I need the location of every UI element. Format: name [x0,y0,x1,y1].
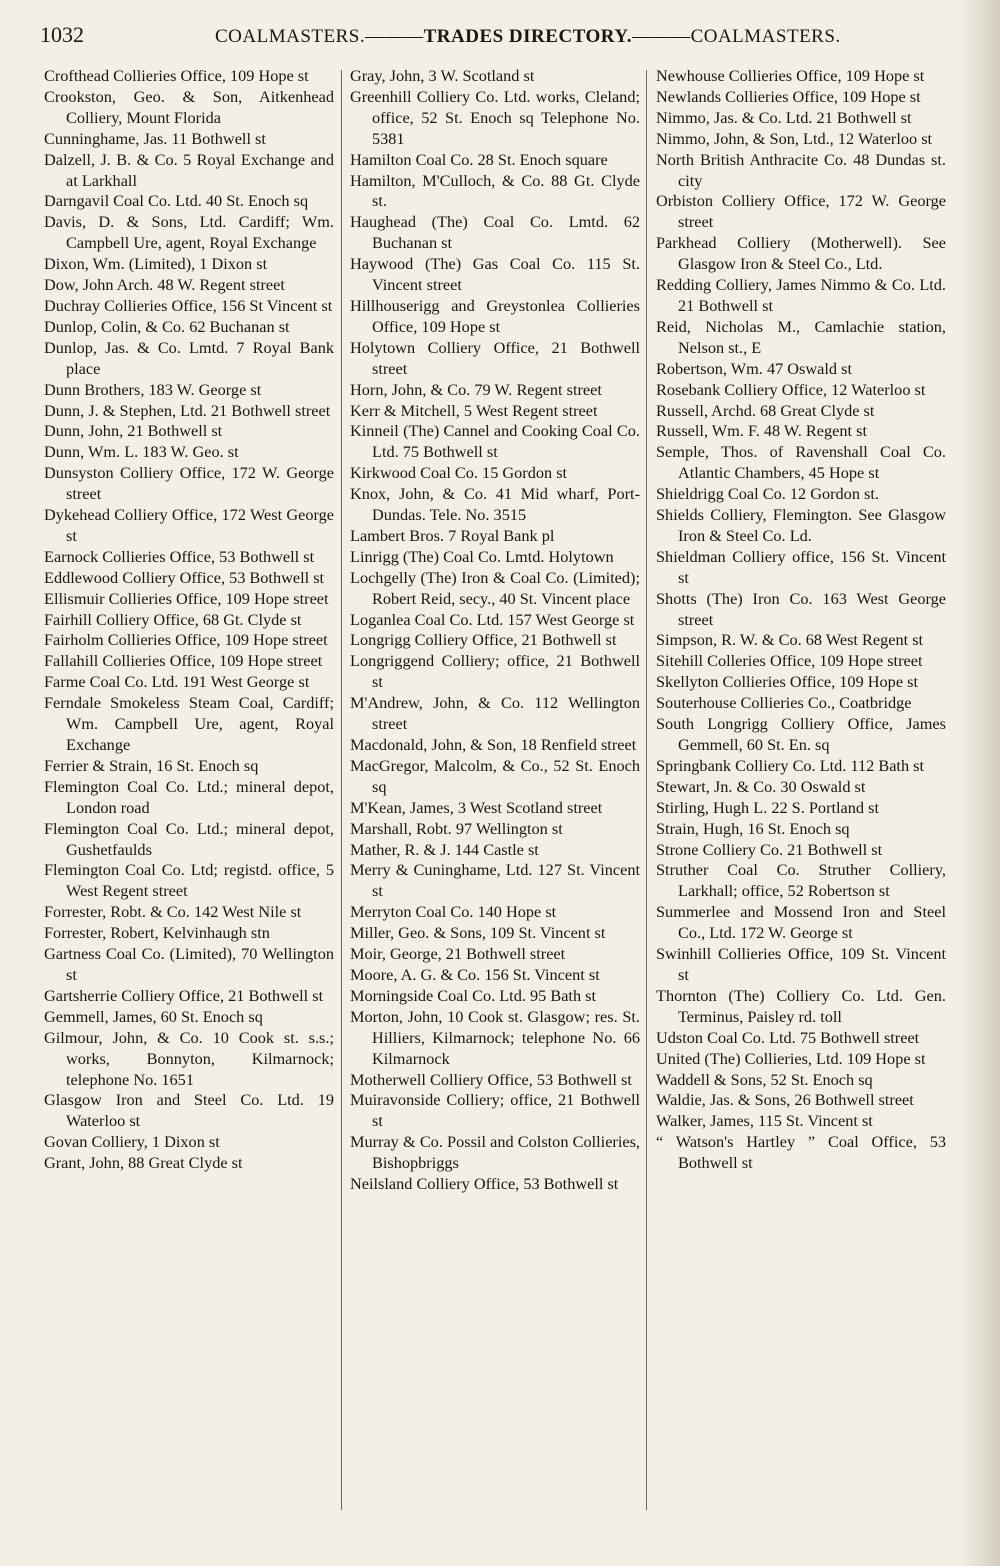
directory-entry: Loganlea Coal Co. Ltd. 157 West George st [350,609,635,629]
directory-entry: Dunlop, Colin, & Co. 62 Buchanan st [44,316,290,336]
directory-entry: Kirkwood Coal Co. 15 Gordon st [350,463,568,483]
directory-entry: Gemmell, James, 60 St. Enoch sq [44,1006,263,1026]
directory-entry: Crofthead Collieries Office, 109 Hope st [44,66,309,85]
directory-entry: Springbank Colliery Co. Ltd. 112 Bath st [656,755,925,775]
directory-entry: Knox, John, & Co. 41 Mid wharf, Port-Dundas. Tele. No. 3515 [350,484,640,525]
directory-entry: Dunsyston Colliery Office, 172 W. George street [44,463,334,504]
directory-entry: Stewart, Jn. & Co. 30 Oswald st [656,776,866,796]
directory-entry: Thornton (The) Colliery Co. Ltd. Gen. Terminus, Paisley rd. toll [656,985,946,1026]
directory-entry: Orbiston Colliery Office, 172 W. George street [656,191,946,232]
directory-entry: Hillhouserigg and Greystonlea Collieries Office, 109 Hope st [350,295,640,336]
directory-entry: Murray & Co. Possil and Colston Collieries, Bishopbriggs [350,1132,640,1173]
directory-entry: United (The) Collieries, Ltd. 109 Hope st [656,1048,926,1068]
directory-column-2 [350,66,640,1195]
directory-entry: Udston Coal Co. Ltd. 75 Bothwell street [656,1027,920,1047]
directory-entry: Semple, Thos. of Ravenshall Coal Co. Atlantic Chambers, 45 Hope st [656,442,946,483]
page-edge-shadow [960,0,1000,1566]
directory-entry: Walker, James, 115 St. Vincent st [656,1111,873,1131]
directory-entry: Flemington Coal Co. Ltd.; mineral depot, London road [44,776,334,817]
directory-entry: Redding Colliery, James Nimmo & Co. Ltd. 21 Bothwell st [656,275,946,315]
directory-entry: Eddlewood Colliery Office, 53 Bothwell st [44,567,325,587]
directory-entry: Dixon, Wm. (Limited), 1 Dixon st [44,254,268,274]
directory-entry: Longriggend Colliery; office, 21 Bothwell st [350,651,640,692]
directory-entry: Dykehead Colliery Office, 172 West George st [44,505,334,545]
directory-entry: MacGregor, Malcolm, & Co., 52 St. Enoch sq [350,755,640,796]
directory-entry: Neilsland Colliery Office, 53 Bothwell st [350,1174,619,1194]
directory-entry: Shields Colliery, Flemington. See Glasgow Iron & Steel Co. Ld. [656,505,946,545]
directory-entry: Swinhill Collieries Office, 109 St. Vincent st [656,944,946,984]
directory-entry: Summerlee and Mossend Iron and Steel Co., Ltd. 172 W. George st [656,902,946,943]
directory-entry: M'Andrew, John, & Co. 112 Wellington street [350,693,640,734]
directory-entry: Morningside Coal Co. Ltd. 95 Bath st [350,985,597,1005]
directory-entry: South Longrigg Colliery Office, James Gemmell, 60 St. En. sq [656,714,946,754]
directory-entry: Newhouse Collieries Office, 109 Hope st [656,66,925,85]
directory-entry: Rosebank Colliery Office, 12 Waterloo st [656,379,926,399]
directory-entry: Lochgelly (The) Iron & Coal Co. (Limited); Robert Reid, secy., 40 St. Vincent place [350,567,640,608]
directory-entry: Shotts (The) Iron Co. 163 West George street [656,588,946,629]
directory-entry: Gartness Coal Co. (Limited), 70 Wellington st [44,944,334,984]
directory-entry: Haughead (The) Coal Co. Lmtd. 62 Buchanan st [350,212,640,253]
directory-entry: Crookston, Geo. & Son, Aitkenhead Colliery, Mount Florida [44,86,334,127]
directory-entry: Waddell & Sons, 52 St. Enoch sq [656,1069,873,1089]
center-heading: TRADES DIRECTORY. [423,26,633,47]
directory-entry: Haywood (The) Gas Coal Co. 115 St. Vincent street [350,254,640,295]
directory-entry: Glasgow Iron and Steel Co. Ltd. 19 Waterloo st [44,1090,334,1131]
directory-entry: Hamilton, M'Culloch, & Co. 88 Gt. Clyde st. [350,170,640,211]
directory-entry: Dow, John Arch. 48 W. Regent street [44,275,285,295]
directory-entry: Macdonald, John, & Son, 18 Renfield street [350,735,637,754]
directory-entry: Forrester, Robert, Kelvinhaugh stn [44,923,270,943]
directory-entry: Ferndale Smokeless Steam Coal, Cardiff; Wm. Campbell Ure, agent, Royal Exchange [44,693,334,754]
directory-entry: Horn, John, & Co. 79 W. Regent street [350,379,602,399]
page-number: 1032 [40,22,84,47]
directory-entry: Moir, George, 21 Bothwell street [350,944,566,964]
directory-entry: Flemington Coal Co. Ltd.; mineral depot, Gushetfaulds [44,818,334,859]
directory-column-3 [656,66,946,1174]
directory-entry: Muiravonside Colliery; office, 21 Bothwell st [350,1090,640,1131]
directory-entry: Gray, John, 3 W. Scotland st [350,66,535,85]
directory-entry: Sitehill Colleries Office, 109 Hope street [656,651,923,671]
directory-entry: Flemington Coal Co. Ltd; registd. office, 5 West Regent street [44,860,334,901]
directory-entry: Gilmour, John, & Co. 10 Cook st. s.s.; works, Bonnyton, Kilmarnock; telephone No. 1651 [44,1027,334,1089]
directory-entry: Marshall, Robt. 97 Wellington st [350,818,563,838]
directory-entry: Linrigg (The) Coal Co. Lmtd. Holytown [350,546,614,566]
directory-entry: Hamilton Coal Co. 28 St. Enoch square [350,149,608,169]
directory-entry: Moore, A. G. & Co. 156 St. Vincent st [350,964,600,984]
column-divider [341,70,342,1510]
directory-entry: Dunn, J. & Stephen, Ltd. 21 Bothwell street [44,400,331,420]
directory-entry: Gartsherrie Colliery Office, 21 Bothwell st [44,985,324,1005]
left-heading: COALMASTERS. [215,26,366,47]
directory-entry: Govan Colliery, 1 Dixon st [44,1132,220,1152]
directory-entry: Grant, John, 88 Great Clyde st [44,1153,243,1173]
directory-entry: Lambert Bros. 7 Royal Bank pl [350,525,555,545]
directory-entry: Kinneil (The) Cannel and Cooking Coal Co. Ltd. 75 Bothwell st [350,421,640,462]
directory-entry: Nimmo, Jas. & Co. Ltd. 21 Bothwell st [656,107,912,127]
directory-entry: Motherwell Colliery Office, 53 Bothwell st [350,1069,632,1089]
directory-column-1 [44,66,334,1174]
directory-entry: Forrester, Robt. & Co. 142 West Nile st [44,902,302,922]
directory-entry: Dunn, John, 21 Bothwell st [44,421,223,441]
directory-entry: Fairholm Collieries Office, 109 Hope street [44,630,328,650]
column-divider [646,70,647,1510]
directory-entry: Davis, D. & Sons, Ltd. Cardiff; Wm. Campbell Ure, agent, Royal Exchange [44,212,334,253]
directory-entry: Fairhill Colliery Office, 68 Gt. Clyde st [44,609,302,629]
directory-entry: Holytown Colliery Office, 21 Bothwell street [350,337,640,378]
directory-entry: Farme Coal Co. Ltd. 191 West George st [44,672,310,692]
directory-entry: Dunn Brothers, 183 W. George st [44,379,262,399]
directory-entry: Miller, Geo. & Sons, 109 St. Vincent st [350,923,606,943]
page-header [40,20,980,54]
directory-entry: Stirling, Hugh L. 22 S. Portland st [656,797,879,817]
directory-entry: Dunn, Wm. L. 183 W. Geo. st [44,442,239,462]
directory-entry: Ellismuir Collieries Office, 109 Hope street [44,588,329,608]
directory-entry: Souterhouse Collieries Co., Coatbridge [656,693,912,713]
directory-entry: Earnock Collieries Office, 53 Bothwell st [44,546,315,566]
directory-entry: Struther Coal Co. Struther Colliery, Larkhall; office, 52 Robertson st [656,860,946,901]
running-title: COALMASTERS.———TRADES DIRECTORY.———COALMASTERS. [215,26,841,47]
directory-entry: Kerr & Mitchell, 5 West Regent street [350,400,598,420]
directory-entry: Dunlop, Jas. & Co. Lmtd. 7 Royal Bank place [44,337,334,378]
directory-entry: Russell, Wm. F. 48 W. Regent st [656,421,867,441]
directory-entry: Shieldman Colliery office, 156 St. Vincent st [656,546,946,587]
directory-entry: Merry & Cuninghame, Ltd. 127 St. Vincent st [350,860,640,901]
directory-entry: Simpson, R. W. & Co. 68 West Regent st [656,630,924,650]
directory-entry: Darngavil Coal Co. Ltd. 40 St. Enoch sq [44,191,309,211]
directory-entry: Waldie, Jas. & Sons, 26 Bothwell street [656,1090,914,1110]
directory-entry: Skellyton Collieries Office, 109 Hope st [656,672,918,692]
directory-entry: Nimmo, John, & Son, Ltd., 12 Waterloo st [656,128,933,148]
right-heading: COALMASTERS. [690,26,841,47]
directory-entry: Mather, R. & J. 144 Castle st [350,839,539,859]
directory-entry: Robertson, Wm. 47 Oswald st [656,358,852,378]
directory-entry: Merryton Coal Co. 140 Hope st [350,902,557,922]
directory-entry: Strain, Hugh, 16 St. Enoch sq [656,818,850,838]
directory-entry: Parkhead Colliery (Motherwell). See Glasgow Iron & Steel Co., Ltd. [656,233,946,274]
directory-entry: Strone Colliery Co. 21 Bothwell st [656,839,883,859]
directory-entry: “ Watson's Hartley ” Coal Office, 53 Bothwell st [656,1132,946,1173]
directory-entry: Dalzell, J. B. & Co. 5 Royal Exchange and at Larkhall [44,149,334,190]
directory-entry: Morton, John, 10 Cook st. Glasgow; res. St. Hilliers, Kilmarnock; telephone No. 66 Kilmarnock [350,1006,640,1068]
directory-entry: Reid, Nicholas M., Camlachie station, Nelson st., E [656,316,946,357]
directory-entry: Cunninghame, Jas. 11 Bothwell st [44,128,266,148]
directory-entry: Shieldrigg Coal Co. 12 Gordon st. [656,484,879,504]
directory-entry: Ferrier & Strain, 16 St. Enoch sq [44,755,259,775]
directory-entry: M'Kean, James, 3 West Scotland street [350,797,603,817]
directory-entry: Greenhill Colliery Co. Ltd. works, Cleland; office, 52 St. Enoch sq Telephone No. 5381 [350,86,640,148]
directory-entry: Fallahill Collieries Office, 109 Hope street [44,651,323,671]
directory-entry: North British Anthracite Co. 48 Dundas st. city [656,149,946,190]
directory-entry: Longrigg Colliery Office, 21 Bothwell st [350,630,617,650]
directory-entry: Newlands Collieries Office, 109 Hope st [656,86,921,106]
directory-entry: Russell, Archd. 68 Great Clyde st [656,400,875,420]
directory-entry: Duchray Collieries Office, 156 St Vincent st [44,295,333,315]
